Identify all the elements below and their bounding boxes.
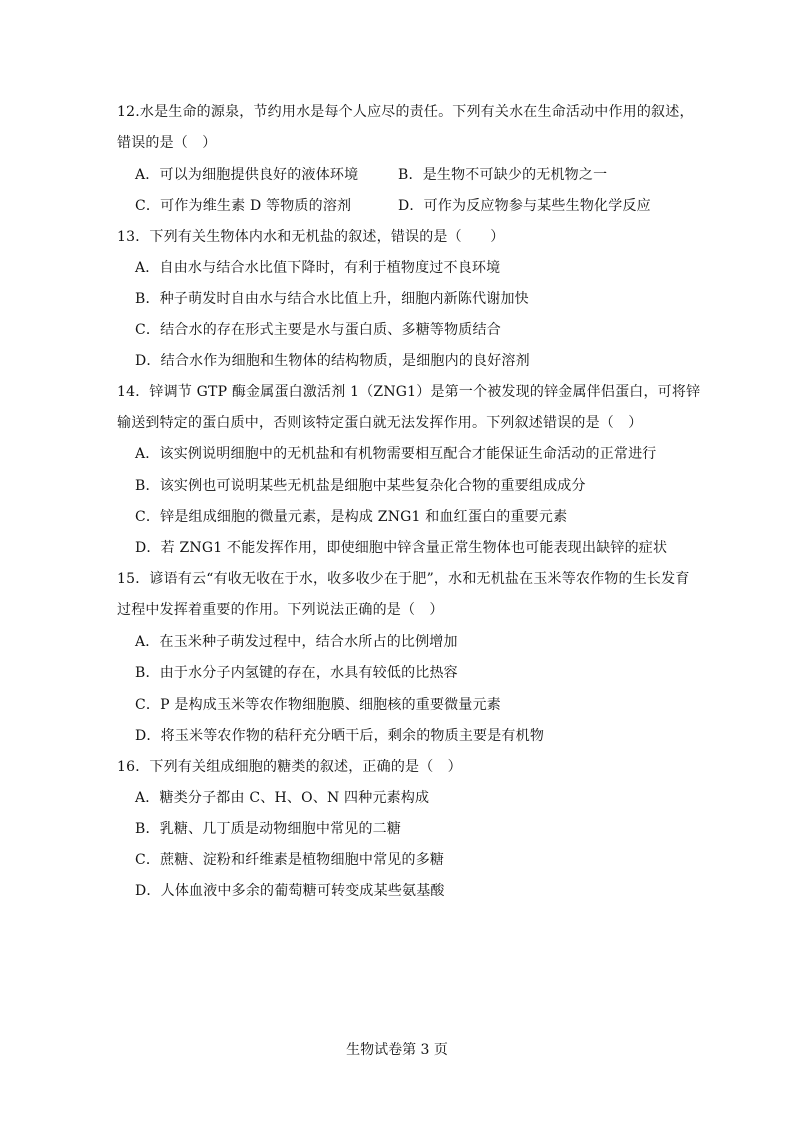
q15-stem-line2: 过程中发挥着重要的作用。下列说法正确的是（ ） <box>117 602 444 618</box>
q14-option-a: A．该实例说明细胞中的无机盐和有机物需要相互配合才能保证生命活动的正常进行 <box>135 446 657 462</box>
q12-stem-line1: 12.水是生命的源泉，节约用水是每个人应尽的责任。下列有关水在生命活动中作用的叙述， <box>117 104 694 120</box>
q12-stem-line2: 错误的是（ ） <box>117 135 217 151</box>
q16-option-a: A．糖类分子都由 C、H、O、N 四种元素构成 <box>135 790 430 806</box>
q14-option-c: C．锌是组成细胞的微量元素，是构成 ZNG1 和血红蛋白的重要元素 <box>135 509 568 525</box>
q13-option-c: C．结合水的存在形式主要是水与蛋白质、多糖等物质结合 <box>135 322 501 338</box>
q16-stem: 16．下列有关组成细胞的糖类的叙述，正确的是（ ） <box>117 759 462 775</box>
page-footer: 生物试卷第 3 页 <box>346 1042 448 1058</box>
q15-option-c: C．P 是构成玉米等农作物细胞膜、细胞核的重要微量元素 <box>135 697 501 713</box>
q14-stem-line2: 输送到特定的蛋白质中，否则该特定蛋白就无法发挥作用。下列叙述错误的是（ ） <box>117 415 643 431</box>
q14-option-b: B．该实例也可说明某些无机盐是细胞中某些复杂化合物的重要组成成分 <box>135 478 586 494</box>
q15-option-b: B．由于水分子内氢键的存在，水具有较低的比热容 <box>135 665 458 681</box>
q12-option-b: B．是生物不可缺少的无机物之一 <box>398 167 608 183</box>
q12-option-a: A．可以为细胞提供良好的液体环境 <box>135 167 359 183</box>
q16-option-b: B．乳糖、几丁质是动物细胞中常见的二糖 <box>135 821 402 837</box>
q14-option-d: D．若 ZNG1 不能发挥作用，即使细胞中锌含量正常生物体也可能表现出缺锌的症状 <box>135 540 668 556</box>
q15-stem-line1: 15．谚语有云“有收无收在于水，收多收少在于肥”，水和无机盐在玉米等农作物的生长发育 <box>117 571 690 587</box>
q16-option-c: C．蔗糖、淀粉和纤维素是植物细胞中常见的多糖 <box>135 852 445 868</box>
q13-stem: 13．下列有关生物体内水和无机盐的叙述，错误的是（ ） <box>117 229 505 245</box>
q12-option-d: D．可作为反应物参与某些生物化学反应 <box>398 198 651 214</box>
q13-option-b: B．种子萌发时自由水与结合水比值上升，细胞内新陈代谢加快 <box>135 291 529 307</box>
q15-option-d: D．将玉米等农作物的秸秆充分晒干后，剩余的物质主要是有机物 <box>135 728 545 744</box>
q14-stem-line1: 14．锌调节 GTP 酶金属蛋白激活剂 1（ZNG1）是第一个被发现的锌金属伴侣蛋白，可将锌 <box>117 384 701 400</box>
q13-option-d: D．结合水作为细胞和生物体的结构物质，是细胞内的良好溶剂 <box>135 353 530 369</box>
q12-option-c: C．可作为维生素 D 等物质的溶剂 <box>135 198 352 214</box>
q13-option-a: A．自由水与结合水比值下降时，有利于植物度过不良环境 <box>135 260 501 276</box>
q16-option-d: D．人体血液中多余的葡萄糖可转变成某些氨基酸 <box>135 883 445 899</box>
q15-option-a: A．在玉米种子萌发过程中，结合水所占的比例增加 <box>135 634 458 650</box>
